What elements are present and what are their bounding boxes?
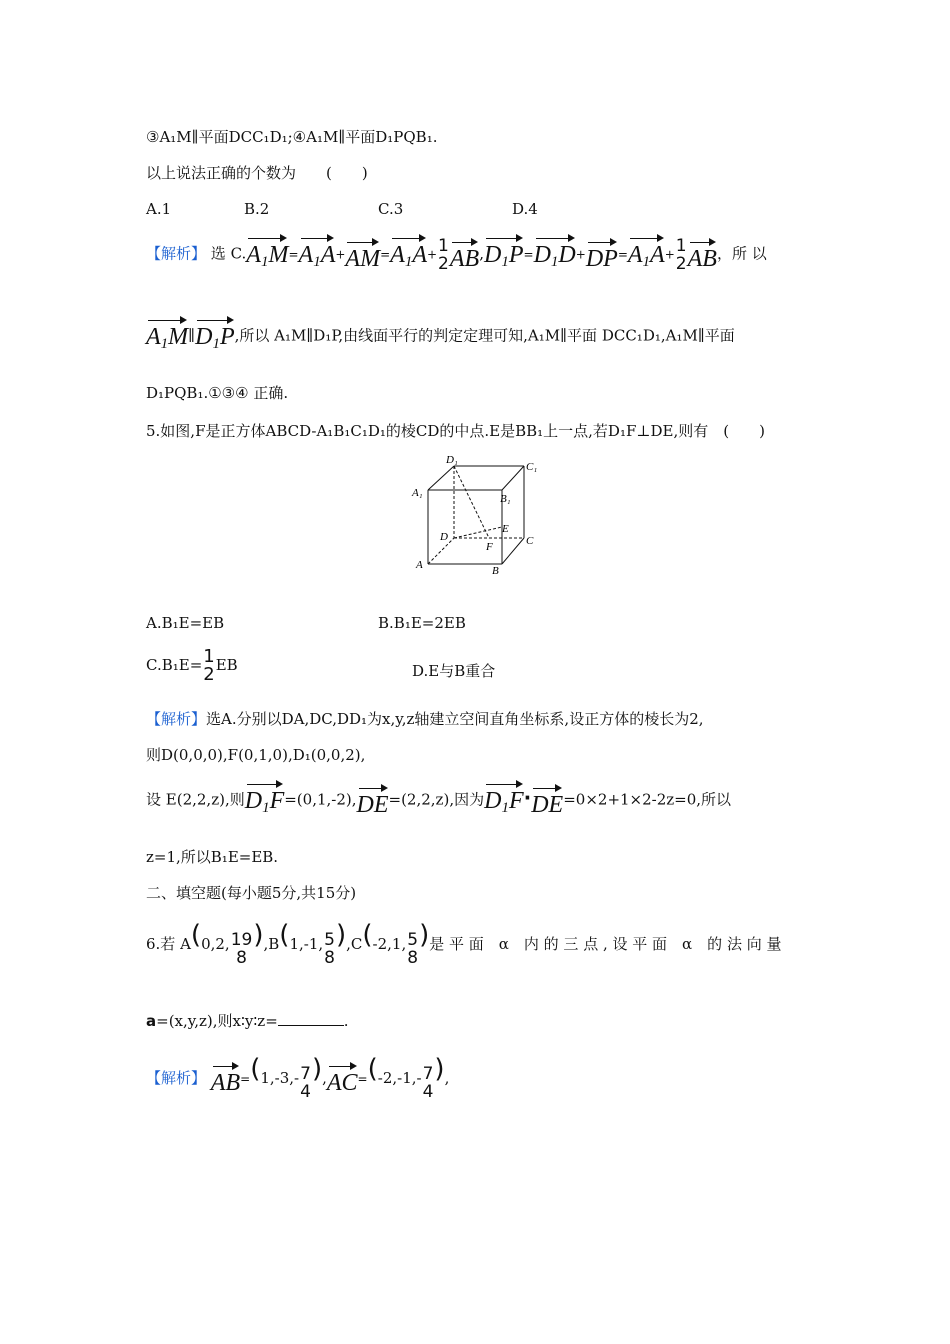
fraction-7-4: 7 4: [422, 1064, 434, 1102]
vector-a1m: $A_1M$: [146, 316, 188, 357]
fraction-half: 1 2: [438, 235, 449, 274]
vector-d1p: $D_1P$: [484, 234, 524, 275]
label-d1: D₁: [446, 454, 458, 466]
vector-ac: AC: [327, 1062, 358, 1096]
label-a1: A₁: [412, 487, 423, 499]
q5-stem: 5.如图,F是正方体ABCD-A₁B₁C₁D₁的棱CD的中点.E是BB₁上一点,若D₁F⊥DE,则有 ( ): [146, 422, 765, 440]
q6-stem-line-2: a=(x,y,z),则x∶y∶z= .: [146, 1012, 349, 1030]
solution-text: ,所以 A₁M∥D₁P,由线面平行的判定定理可知,A₁M∥平面 DCC₁D₁,A₁M∥平面: [234, 326, 735, 345]
fraction-7-4: 7 4: [300, 1064, 311, 1102]
fraction-half: 1 2: [675, 235, 687, 274]
q6-solution-line: 【解析】 AB=(1,-3,- 7 4 ),AC=(-2,-1,- 7 4 ),: [146, 1054, 450, 1102]
vector-a1m: $A_1M$: [246, 234, 288, 275]
q5-option-d: D.E与B重合: [412, 662, 496, 680]
label-b: B: [492, 565, 499, 577]
label-c1: C₁: [526, 461, 538, 473]
answer-blank[interactable]: [278, 1013, 344, 1026]
q4-solution-line-2: [146, 316, 735, 357]
q6-stem-line-1: 6.若 A(0,2, 19 8 ),B(1,-1, 5 8 ),C(-2,1, 5 8 )是 平 面 α 内 的 三 点 , 设 平 面 α 的 法 向 量: [146, 920, 782, 968]
vector-a1a: $A_1A$: [299, 234, 336, 275]
fraction-half: 1 2: [203, 646, 215, 685]
q4-question-line: 以上说法正确的个数为 ( ): [146, 164, 368, 182]
section-heading: 二、填空题(每小题5分,共15分): [146, 884, 357, 902]
vector-d1f: $D_1F$: [245, 780, 285, 821]
vector-d1d: $D_1D$: [534, 234, 576, 275]
vector-a1a: $A_1A$: [628, 234, 665, 275]
vector-d1f: $D_1F$: [484, 780, 524, 821]
label-d: D: [440, 531, 448, 543]
parallel-symbol: ∥: [188, 326, 196, 345]
q5-solution-line-3: 设 E(2,2,z),则$D_1F=(0,1,-2),DE=(2,2,z)$,因为$D_1F\cdot DE=0\times 2+1\times 2-2z=0$,所以: [146, 780, 731, 821]
q4-option-c: C.3: [378, 200, 404, 218]
fraction-19-8: 19 8: [230, 930, 253, 968]
vector-dp: DP: [586, 238, 618, 272]
label-a: A: [416, 559, 423, 571]
cube-figure: [408, 452, 548, 580]
label-c: C: [526, 535, 534, 547]
q5-solution-line-1: 【解析】选A.分别以DA,DC,DD₁为x,y,z轴建立空间直角坐标系,设正方体的棱长为2,: [146, 710, 704, 728]
label-f: F: [486, 541, 493, 553]
vector-a1a: $A_1A$: [390, 234, 427, 275]
answer-choice: 选 C.: [210, 244, 247, 263]
vector-ab: AB: [450, 238, 479, 272]
q4-solution-line: 【解析】 选 $C.A_1M=A_1A+AM=A_1A+$ 1 2 $AB,D_1P=D_1D+DP=A_1A+$ 1 2 AB，所 以: [146, 235, 767, 274]
q5-solution-line-2: 则D(0,0,0),F(0,1,0),D₁(0,0,2),: [146, 746, 366, 764]
fraction-5-8: 5 8: [407, 930, 419, 968]
q5-option-b: B.B₁E=2EB: [378, 614, 466, 632]
q4-solution-line-3: D₁PQB₁.①③④ 正确.: [146, 384, 289, 402]
label-b1: B₁: [500, 493, 511, 505]
q5-option-c: C.B₁E= 1 2 EB: [146, 646, 238, 685]
jiexi-label: 【解析】: [146, 710, 207, 728]
jiexi-label: 【解析】: [146, 1069, 207, 1087]
q5-solution-line-4: z=1,所以B₁E=EB.: [146, 848, 279, 866]
q4-option-d: D.4: [512, 200, 538, 218]
vector-de: DE: [531, 784, 563, 818]
jiexi-label: 【解析】: [146, 244, 207, 263]
q4-option-b: B.2: [244, 200, 270, 218]
q4-statement-line: ③A₁M∥平面DCC₁D₁;④A₁M∥平面D₁PQB₁.: [146, 128, 438, 146]
q5-option-a: A.B₁E=EB: [146, 614, 225, 632]
vector-de: DE: [357, 784, 389, 818]
q4-option-a: A.1: [146, 200, 172, 218]
vector-am: AM: [345, 238, 380, 272]
vector-ab: AB: [211, 1062, 240, 1096]
label-e: E: [502, 523, 509, 535]
vector-d1p: $D_1P$: [195, 316, 235, 357]
fraction-5-8: 5 8: [324, 930, 335, 968]
solution-tail: ，所 以: [716, 244, 767, 263]
vector-ab: AB: [688, 238, 717, 272]
